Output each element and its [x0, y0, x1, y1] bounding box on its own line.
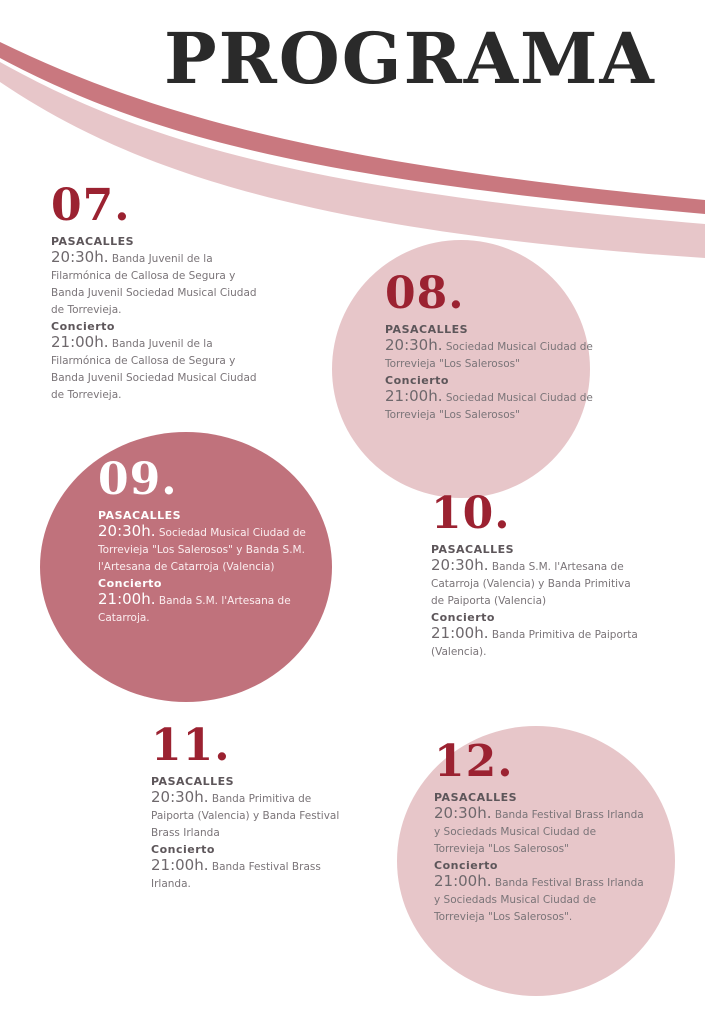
pasacalles-entry [434, 805, 649, 858]
pasacalles-text: Banda S.M. l'Artesana de Catarroja (Valencia) y Banda Primitiva de Paiporta (Valencia) [431, 561, 631, 607]
concierto-text: Banda Festival Brass Irlanda. [151, 861, 321, 890]
concierto-entry [431, 625, 646, 661]
pasacalles-entry [151, 789, 356, 842]
day-number: 11. [151, 720, 231, 771]
concierto-time: 21:00h. [431, 624, 489, 642]
pasacalles-time: 20:30h. [434, 804, 492, 822]
concierto-entry [51, 334, 261, 404]
day-number: 10. [431, 488, 511, 539]
concierto-entry [434, 873, 649, 926]
pasacalles-text: Banda Primitiva de Paiporta (Valencia) y Banda Festival Brass Irlanda [151, 793, 340, 839]
day-07-block [51, 182, 261, 404]
day-08-block [385, 270, 595, 424]
pasacalles-label: PASACALLES [98, 509, 182, 522]
concierto-label: Concierto [151, 843, 215, 856]
page-title: PROGRAMA [164, 17, 656, 100]
pasacalles-entry [385, 337, 595, 373]
day-number: 12. [434, 736, 514, 787]
concierto-time: 21:00h. [51, 333, 109, 351]
concierto-entry [151, 857, 356, 893]
day-11-block [151, 722, 356, 893]
concierto-text: Banda S.M. l'Artesana de Catarroja. [98, 595, 291, 624]
pasacalles-text: Banda Festival Brass Irlanda y Sociedads Musical Ciudad de Torrevieja "Los Salerosos" [434, 809, 644, 855]
pasacalles-entry [51, 249, 261, 319]
pasacalles-text: Sociedad Musical Ciudad de Torrevieja "Los Salerosos" y Banda S.M. l'Artesana de Catarroja (Valencia) [98, 527, 306, 573]
concierto-time: 21:00h. [151, 856, 209, 874]
concierto-text: Banda Juvenil de la Filarmónica de Callosa de Segura y Banda Juvenil Sociedad Musical Ciudad de Torrevieja. [51, 338, 257, 401]
concierto-entry [385, 388, 595, 424]
pasacalles-text: Sociedad Musical Ciudad de Torrevieja "Los Salerosos" [385, 341, 593, 370]
day-10-block [431, 490, 646, 661]
concierto-label: Concierto [385, 374, 449, 387]
pasacalles-text: Banda Juvenil de la Filarmónica de Callosa de Segura y Banda Juvenil Sociedad Musical Ciudad de Torrevieja. [51, 253, 257, 316]
pasacalles-label: PASACALLES [51, 235, 135, 248]
pasacalles-label: PASACALLES [434, 791, 518, 804]
pasacalles-time: 20:30h. [51, 248, 109, 266]
concierto-time: 21:00h. [385, 387, 443, 405]
pasacalles-time: 20:30h. [151, 788, 209, 806]
pasacalles-entry [431, 557, 646, 610]
day-number: 09. [98, 454, 178, 505]
concierto-label: Concierto [434, 859, 498, 872]
concierto-time: 21:00h. [98, 590, 156, 608]
concierto-time: 21:00h. [434, 872, 492, 890]
concierto-entry [98, 591, 313, 627]
concierto-text: Banda Festival Brass Irlanda y Sociedads Musical Ciudad de Torrevieja "Los Salerosos". [434, 877, 644, 923]
concierto-label: Concierto [431, 611, 495, 624]
concierto-label: Concierto [98, 577, 162, 590]
pasacalles-label: PASACALLES [385, 323, 469, 336]
pasacalles-time: 20:30h. [385, 336, 443, 354]
concierto-text: Banda Primitiva de Paiporta (Valencia). [431, 629, 638, 658]
pasacalles-label: PASACALLES [431, 543, 515, 556]
pasacalles-entry [98, 523, 313, 576]
pasacalles-label: PASACALLES [151, 775, 235, 788]
day-09-block [98, 456, 313, 627]
concierto-label: Concierto [51, 320, 115, 333]
day-number: 08. [385, 268, 465, 319]
pasacalles-time: 20:30h. [98, 522, 156, 540]
day-12-block [434, 738, 649, 926]
day-number: 07. [51, 180, 131, 231]
concierto-text: Sociedad Musical Ciudad de Torrevieja "Los Salerosos" [385, 392, 593, 421]
pasacalles-time: 20:30h. [431, 556, 489, 574]
